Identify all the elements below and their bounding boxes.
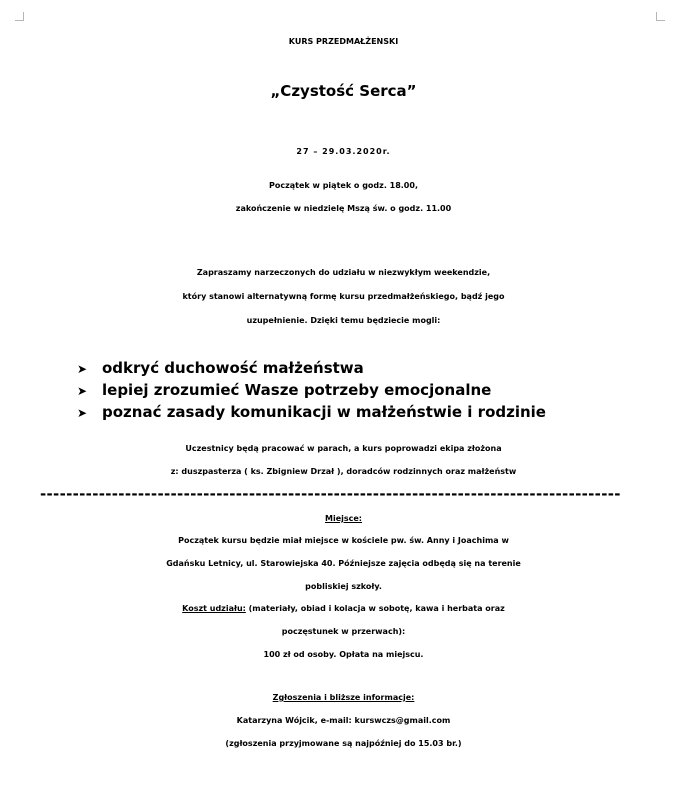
start-time-line: Początek w piątek o godz. 18.00,: [269, 181, 418, 190]
arrow-bullet-icon: ➤: [77, 406, 88, 420]
cost-line-2: poczęstunek w przerwach):: [281, 627, 406, 636]
location-line-3: pobliskiej szkoły.: [305, 582, 382, 591]
list-item: [77, 379, 597, 401]
page-corner-mark-left: [15, 12, 24, 21]
course-date: 27 – 29.03.2020r.: [296, 147, 391, 156]
contact-line-2: (zgłoszenia przyjmowane są najpóźniej do 15.03 br.): [225, 739, 462, 748]
intro-line-3: uzupełnienie. Dzięki temu będziecie mogli:: [246, 316, 441, 325]
divider: -----------------------------------------------------------------------------------------: [40, 485, 621, 503]
list-item: [77, 357, 597, 379]
contact-line-1: Katarzyna Wójcik, e-mail: kurswczs@gmail.com: [236, 716, 451, 725]
location-heading: Miejsce:: [325, 514, 362, 523]
arrow-bullet-icon: ➤: [77, 384, 88, 398]
list-item-text: poznać zasady komunikacji w małżeństwie i rodzinie: [102, 403, 546, 421]
end-time-line: zakończenie w niedzielę Mszą św. o godz. 11.00: [235, 204, 452, 213]
cost-details: (materiały, obiad i kolacja w sobotę, kawa i herbata oraz: [245, 604, 505, 613]
course-title: KURS PRZEDMAŁŻENSKI: [288, 37, 399, 46]
cost-line-1: [0, 604, 687, 614]
participants-line-2: z: duszpasterza ( ks. Zbigniew Drzał ), doradców rodzinnych oraz małżeństw: [170, 467, 517, 476]
course-subtitle: „Czystość Serca”: [270, 82, 417, 100]
cost-line-3: 100 zł od osoby. Opłata na miejscu.: [263, 650, 424, 659]
list-item-text: lepiej zrozumieć Wasze potrzeby emocjonalne: [102, 381, 492, 399]
contact-heading: Zgłoszenia i bliższe informacje:: [272, 693, 415, 702]
page-corner-mark-right: [656, 12, 665, 21]
list-item: [77, 401, 597, 423]
intro-line-2: który stanowi alternatywną formę kursu przedmałżeńskiego, bądź jego: [182, 292, 505, 301]
location-line-1: Początek kursu będzie miał miejsce w kościele pw. św. Anny i Joachima w: [178, 536, 509, 545]
list-item-text: odkryć duchowość małżeństwa: [102, 359, 364, 377]
intro-line-1: Zapraszamy narzeczonych do udziału w niezwykłym weekendzie,: [196, 268, 491, 277]
location-line-2: Gdańsku Letnicy, ul. Starowiejska 40. Późniejsze zajęcia odbędą się na terenie: [166, 559, 521, 568]
participants-line-1: Uczestnicy będą pracować w parach, a kurs poprowadzi ekipa złożona: [185, 444, 502, 453]
arrow-bullet-icon: ➤: [77, 362, 88, 376]
cost-label: Koszt udziału:: [182, 604, 246, 613]
benefits-list: [77, 357, 597, 423]
